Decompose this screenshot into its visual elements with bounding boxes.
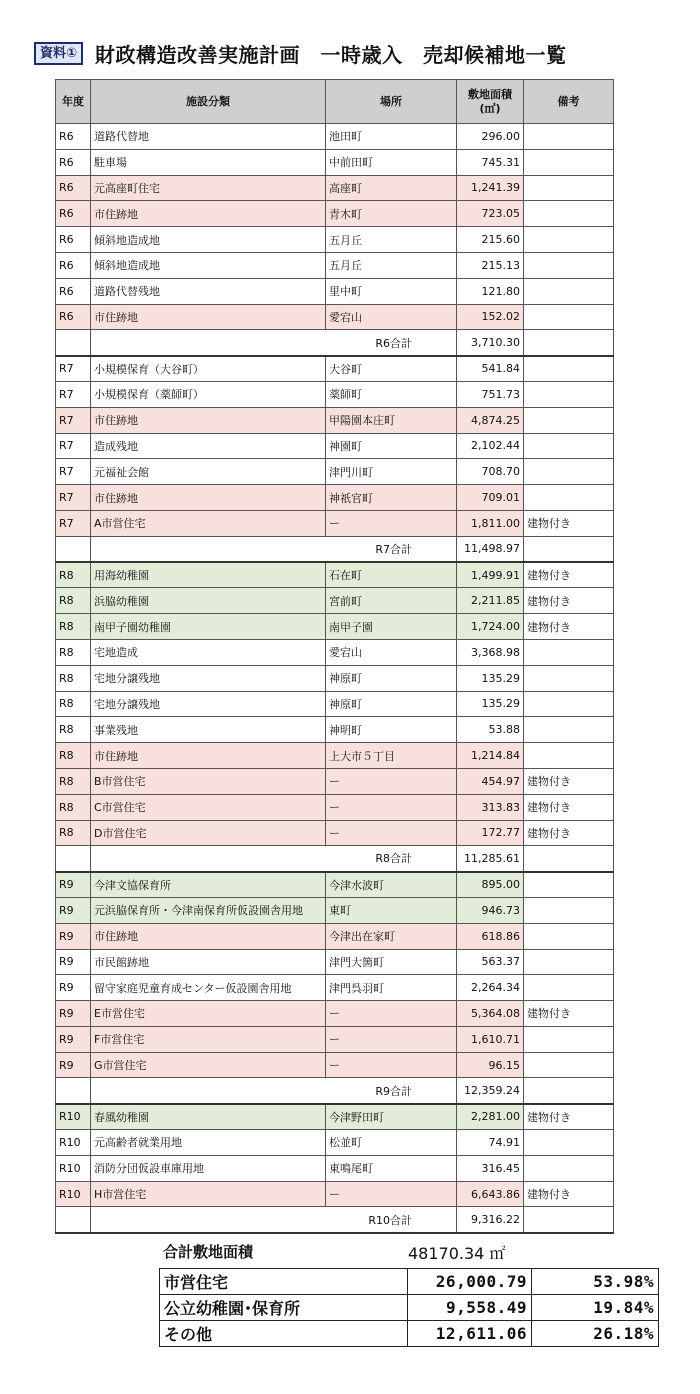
cell-facility: 元高齢者就業用地 (91, 1130, 326, 1156)
cell-facility: B市営住宅 (91, 768, 326, 794)
cell-place: 東町 (326, 897, 457, 923)
cell-note (524, 459, 614, 485)
cell-note: 建物付き (524, 794, 614, 820)
cell-year: R6 (56, 124, 91, 150)
table-row (56, 459, 614, 485)
table-row (56, 485, 614, 511)
document-badge: 資料① (34, 42, 83, 65)
cell-year: R8 (56, 639, 91, 665)
cell-note: 建物付き (524, 510, 614, 536)
subtotal-empty (56, 330, 91, 356)
summary-label: その他 (160, 1321, 408, 1347)
subtotal-row (56, 846, 614, 872)
cell-place: 今津野田町 (326, 1104, 457, 1130)
subtotal-label: R10合計 (91, 1207, 457, 1233)
cell-place: 高座町 (326, 175, 457, 201)
cell-area: 541.84 (457, 356, 524, 382)
cell-area: 1,241.39 (457, 175, 524, 201)
summary-percent: 53.98% (532, 1269, 659, 1295)
cell-year: R9 (56, 897, 91, 923)
cell-note (524, 923, 614, 949)
cell-note: 建物付き (524, 768, 614, 794)
cell-place: 東鳴尾町 (326, 1155, 457, 1181)
header-place: 場所 (326, 80, 457, 124)
table-row (56, 433, 614, 459)
summary-row (160, 1269, 659, 1295)
cell-area: 1,811.00 (457, 510, 524, 536)
cell-facility: 市住跡地 (91, 304, 326, 330)
subtotal-empty (56, 536, 91, 562)
subtotal-label: R6合計 (91, 330, 457, 356)
table-row (56, 304, 614, 330)
cell-note (524, 665, 614, 691)
cell-facility: 小規模保育（薬師町） (91, 381, 326, 407)
cell-facility: E市営住宅 (91, 1001, 326, 1027)
cell-note: 建物付き (524, 614, 614, 640)
cell-note (524, 356, 614, 382)
table-row (56, 407, 614, 433)
table-row (56, 1052, 614, 1078)
cell-note (524, 1155, 614, 1181)
cell-place: ー (326, 794, 457, 820)
summary-percent: 19.84% (532, 1295, 659, 1321)
cell-place: ー (326, 1001, 457, 1027)
cell-facility: 市住跡地 (91, 485, 326, 511)
header-facility: 施設分類 (91, 80, 326, 124)
cell-area: 6,643.86 (457, 1181, 524, 1207)
cell-note (524, 433, 614, 459)
cell-year: R8 (56, 588, 91, 614)
cell-facility: 市住跡地 (91, 201, 326, 227)
cell-area: 1,610.71 (457, 1026, 524, 1052)
cell-year: R7 (56, 459, 91, 485)
table-row (56, 149, 614, 175)
cell-year: R9 (56, 975, 91, 1001)
cell-facility: H市営住宅 (91, 1181, 326, 1207)
cell-year: R7 (56, 485, 91, 511)
summary-label: 公立幼稚園･保育所 (160, 1295, 408, 1321)
table-row (56, 1001, 614, 1027)
cell-note (524, 717, 614, 743)
subtotal-label: R8合計 (91, 846, 457, 872)
cell-area: 745.31 (457, 149, 524, 175)
table-row (56, 614, 614, 640)
cell-area: 215.60 (457, 227, 524, 253)
cell-place: 津門川町 (326, 459, 457, 485)
cell-place: ー (326, 1052, 457, 1078)
cell-year: R8 (56, 768, 91, 794)
summary-label: 市営住宅 (160, 1269, 408, 1295)
subtotal-row (56, 1207, 614, 1233)
table-row (56, 510, 614, 536)
cell-place: 神園町 (326, 433, 457, 459)
subtotal-row (56, 1078, 614, 1104)
cell-year: R9 (56, 949, 91, 975)
cell-year: R9 (56, 1001, 91, 1027)
table-row (56, 278, 614, 304)
cell-area: 316.45 (457, 1155, 524, 1181)
cell-note (524, 149, 614, 175)
table-row (56, 1181, 614, 1207)
cell-area: 172.77 (457, 820, 524, 846)
subtotal-note (524, 536, 614, 562)
cell-facility: 留守家庭児童育成センター仮設園舎用地 (91, 975, 326, 1001)
table-row (56, 691, 614, 717)
cell-note: 建物付き (524, 1181, 614, 1207)
table-row (56, 872, 614, 898)
cell-area: 751.73 (457, 381, 524, 407)
cell-facility: 用海幼稚園 (91, 562, 326, 588)
table-row (56, 252, 614, 278)
subtotal-note (524, 1078, 614, 1104)
document-header (34, 38, 567, 68)
cell-year: R6 (56, 278, 91, 304)
table-row (56, 717, 614, 743)
subtotal-note (524, 1207, 614, 1233)
cell-note (524, 278, 614, 304)
table-row (56, 381, 614, 407)
table-row (56, 665, 614, 691)
cell-place: 今津出在家町 (326, 923, 457, 949)
cell-facility: 元浜脇保育所・今津南保育所仮設園舎用地 (91, 897, 326, 923)
cell-year: R8 (56, 820, 91, 846)
subtotal-label: R7合計 (91, 536, 457, 562)
subtotal-empty (56, 1207, 91, 1233)
cell-area: 5,364.08 (457, 1001, 524, 1027)
cell-facility: C市営住宅 (91, 794, 326, 820)
header-year: 年度 (56, 80, 91, 124)
cell-place: 愛宕山 (326, 639, 457, 665)
cell-year: R8 (56, 794, 91, 820)
header-note: 備考 (524, 80, 614, 124)
table-row (56, 124, 614, 150)
cell-facility: G市営住宅 (91, 1052, 326, 1078)
cell-place: ー (326, 510, 457, 536)
table-row (56, 588, 614, 614)
cell-facility: A市営住宅 (91, 510, 326, 536)
subtotal-area: 3,710.30 (457, 330, 524, 356)
table-row (56, 975, 614, 1001)
grand-total (163, 1241, 658, 1267)
cell-facility: 市民館跡地 (91, 949, 326, 975)
cell-note (524, 872, 614, 898)
cell-place: 南甲子園 (326, 614, 457, 640)
cell-area: 121.80 (457, 278, 524, 304)
cell-note (524, 485, 614, 511)
summary-percent: 26.18% (532, 1321, 659, 1347)
cell-place: ー (326, 1026, 457, 1052)
cell-facility: 事業残地 (91, 717, 326, 743)
cell-year: R6 (56, 304, 91, 330)
table-row (56, 1104, 614, 1130)
cell-area: 296.00 (457, 124, 524, 150)
summary-area: 26,000.79 (408, 1269, 532, 1295)
cell-year: R9 (56, 872, 91, 898)
cell-year: R10 (56, 1104, 91, 1130)
cell-year: R6 (56, 227, 91, 253)
cell-year: R7 (56, 356, 91, 382)
cell-year: R8 (56, 743, 91, 769)
cell-area: 895.00 (457, 872, 524, 898)
cell-facility: F市営住宅 (91, 1026, 326, 1052)
cell-place: ー (326, 820, 457, 846)
cell-area: 53.88 (457, 717, 524, 743)
cell-area: 946.73 (457, 897, 524, 923)
table-row (56, 1026, 614, 1052)
table-header-row (56, 80, 614, 124)
cell-area: 2,281.00 (457, 1104, 524, 1130)
table-row (56, 794, 614, 820)
cell-note (524, 743, 614, 769)
header-area: 敷地面積 (㎡) (457, 80, 524, 124)
cell-area: 3,368.98 (457, 639, 524, 665)
grand-total-label: 合計敷地面積 (163, 1243, 254, 1261)
cell-facility: 道路代替地 (91, 124, 326, 150)
cell-facility: 消防分団仮設車庫用地 (91, 1155, 326, 1181)
cell-area: 215.13 (457, 252, 524, 278)
cell-year: R6 (56, 252, 91, 278)
cell-year: R7 (56, 381, 91, 407)
cell-note (524, 897, 614, 923)
cell-year: R8 (56, 691, 91, 717)
cell-note (524, 1052, 614, 1078)
table-row (56, 820, 614, 846)
summary-body (160, 1269, 659, 1347)
cell-area: 2,211.85 (457, 588, 524, 614)
cell-facility: 今津文協保育所 (91, 872, 326, 898)
cell-area: 135.29 (457, 665, 524, 691)
cell-year: R7 (56, 510, 91, 536)
cell-facility: D市営住宅 (91, 820, 326, 846)
cell-year: R6 (56, 149, 91, 175)
cell-facility: 駐車場 (91, 149, 326, 175)
cell-facility: 小規模保育（大谷町） (91, 356, 326, 382)
subtotal-row (56, 536, 614, 562)
cell-place: 甲陽園本庄町 (326, 407, 457, 433)
cell-place: 青木町 (326, 201, 457, 227)
cell-note (524, 639, 614, 665)
land-list-table (55, 79, 614, 1234)
cell-note: 建物付き (524, 1001, 614, 1027)
cell-note (524, 1130, 614, 1156)
summary-row (160, 1295, 659, 1321)
table-row (56, 1155, 614, 1181)
cell-facility: 宅地分譲残地 (91, 665, 326, 691)
cell-place: ー (326, 1181, 457, 1207)
table-row (56, 562, 614, 588)
cell-place: 里中町 (326, 278, 457, 304)
cell-area: 1,214.84 (457, 743, 524, 769)
cell-place: 五月丘 (326, 252, 457, 278)
subtotal-empty (56, 846, 91, 872)
cell-facility: 元福祉会館 (91, 459, 326, 485)
cell-note (524, 381, 614, 407)
cell-year: R6 (56, 201, 91, 227)
cell-facility: 春風幼稚園 (91, 1104, 326, 1130)
cell-facility: 宅地分譲残地 (91, 691, 326, 717)
cell-note: 建物付き (524, 820, 614, 846)
cell-note (524, 124, 614, 150)
table-row (56, 923, 614, 949)
subtotal-row (56, 330, 614, 356)
cell-note: 建物付き (524, 1104, 614, 1130)
table-row (56, 768, 614, 794)
document-title: 財政構造改善実施計画 一時歳入 売却候補地一覧 (95, 42, 567, 67)
cell-year: R7 (56, 407, 91, 433)
summary-row (160, 1321, 659, 1347)
cell-facility: 元高座町住宅 (91, 175, 326, 201)
cell-facility: 道路代替残地 (91, 278, 326, 304)
cell-facility: 南甲子園幼稚園 (91, 614, 326, 640)
cell-year: R8 (56, 717, 91, 743)
cell-note (524, 201, 614, 227)
cell-year: R10 (56, 1155, 91, 1181)
cell-facility: 市住跡地 (91, 743, 326, 769)
cell-area: 4,874.25 (457, 407, 524, 433)
cell-year: R9 (56, 923, 91, 949)
cell-year: R10 (56, 1130, 91, 1156)
cell-place: 津門大箇町 (326, 949, 457, 975)
cell-place: 薬師町 (326, 381, 457, 407)
cell-place: 神明町 (326, 717, 457, 743)
cell-note: 建物付き (524, 562, 614, 588)
cell-year: R9 (56, 1026, 91, 1052)
cell-year: R8 (56, 614, 91, 640)
cell-note (524, 407, 614, 433)
cell-year: R10 (56, 1181, 91, 1207)
table-row (56, 227, 614, 253)
table-row (56, 949, 614, 975)
cell-place: 神祇官町 (326, 485, 457, 511)
cell-note (524, 304, 614, 330)
cell-area: 723.05 (457, 201, 524, 227)
cell-facility: 市住跡地 (91, 923, 326, 949)
cell-note (524, 252, 614, 278)
cell-area: 454.97 (457, 768, 524, 794)
cell-note (524, 175, 614, 201)
summary-area: 9,558.49 (408, 1295, 532, 1321)
table-row (56, 897, 614, 923)
subtotal-empty (56, 1078, 91, 1104)
cell-place: 松並町 (326, 1130, 457, 1156)
cell-note (524, 949, 614, 975)
cell-year: R9 (56, 1052, 91, 1078)
cell-area: 618.86 (457, 923, 524, 949)
cell-year: R6 (56, 175, 91, 201)
cell-area: 152.02 (457, 304, 524, 330)
cell-note: 建物付き (524, 588, 614, 614)
cell-place: 大谷町 (326, 356, 457, 382)
cell-place: 上大市５丁目 (326, 743, 457, 769)
cell-place: 愛宕山 (326, 304, 457, 330)
table-row (56, 743, 614, 769)
cell-note (524, 691, 614, 717)
cell-area: 563.37 (457, 949, 524, 975)
subtotal-area: 11,285.61 (457, 846, 524, 872)
table-row (56, 175, 614, 201)
table-row (56, 356, 614, 382)
cell-area: 96.15 (457, 1052, 524, 1078)
cell-place: 石在町 (326, 562, 457, 588)
cell-facility: 市住跡地 (91, 407, 326, 433)
cell-area: 2,264.34 (457, 975, 524, 1001)
cell-area: 1,499.91 (457, 562, 524, 588)
subtotal-area: 9,316.22 (457, 1207, 524, 1233)
subtotal-area: 11,498.97 (457, 536, 524, 562)
subtotal-note (524, 330, 614, 356)
cell-area: 708.70 (457, 459, 524, 485)
cell-area: 135.29 (457, 691, 524, 717)
summary-table (159, 1268, 659, 1347)
cell-year: R7 (56, 433, 91, 459)
cell-area: 2,102.44 (457, 433, 524, 459)
cell-place: ー (326, 768, 457, 794)
cell-area: 709.01 (457, 485, 524, 511)
cell-facility: 傾斜地造成地 (91, 227, 326, 253)
summary-area: 12,611.06 (408, 1321, 532, 1347)
subtotal-note (524, 846, 614, 872)
cell-place: 五月丘 (326, 227, 457, 253)
cell-place: 津門呉羽町 (326, 975, 457, 1001)
cell-note (524, 975, 614, 1001)
cell-year: R8 (56, 562, 91, 588)
table-row (56, 639, 614, 665)
table-body (56, 124, 614, 1233)
cell-place: 神原町 (326, 665, 457, 691)
subtotal-area: 12,359.24 (457, 1078, 524, 1104)
subtotal-label: R9合計 (91, 1078, 457, 1104)
cell-facility: 傾斜地造成地 (91, 252, 326, 278)
cell-place: 中前田町 (326, 149, 457, 175)
cell-area: 1,724.00 (457, 614, 524, 640)
table-row (56, 201, 614, 227)
cell-area: 313.83 (457, 794, 524, 820)
cell-place: 宮前町 (326, 588, 457, 614)
cell-area: 74.91 (457, 1130, 524, 1156)
cell-place: 神原町 (326, 691, 457, 717)
cell-note (524, 1026, 614, 1052)
cell-facility: 浜脇幼稚園 (91, 588, 326, 614)
cell-facility: 造成残地 (91, 433, 326, 459)
cell-note (524, 227, 614, 253)
table-row (56, 1130, 614, 1156)
cell-place: 池田町 (326, 124, 457, 150)
cell-year: R8 (56, 665, 91, 691)
cell-place: 今津水波町 (326, 872, 457, 898)
cell-facility: 宅地造成 (91, 639, 326, 665)
grand-total-value: 48170.34 ㎡ (408, 1244, 506, 1263)
